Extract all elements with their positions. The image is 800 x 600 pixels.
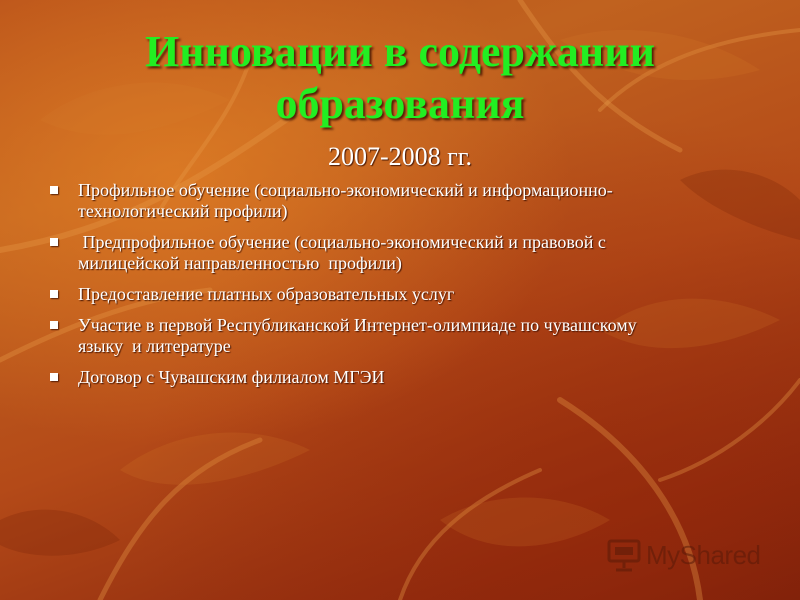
square-bullet-icon (50, 373, 58, 381)
square-bullet-icon (50, 321, 58, 329)
square-bullet-icon (50, 186, 58, 194)
myshared-watermark (606, 536, 776, 576)
bullet-item-contract (48, 367, 738, 388)
bullet-item-preprofile-education (48, 232, 738, 274)
presentation-board-icon (606, 538, 642, 572)
watermark-text: MyShared (646, 540, 761, 570)
square-bullet-icon (50, 290, 58, 298)
bullet-item-olympiad (48, 315, 738, 357)
bullet-text-line2: языку и литературе (78, 336, 231, 356)
bullet-text-line1: Договор с Чувашским филиалом МГЭИ (78, 367, 385, 387)
bullet-text-line1: Профильное обучение (социально-экономический и информационно- (78, 180, 613, 200)
slide-title (60, 26, 740, 130)
bullet-text-line2: технологический профили) (78, 201, 288, 221)
bullet-item-profile-education (48, 180, 738, 222)
bullet-text-line1: Предпрофильное обучение (социально-экономический и правовой с (78, 232, 606, 252)
bullet-text-line1: Предоставление платных образовательных услуг (78, 284, 455, 304)
square-bullet-icon (50, 238, 58, 246)
slide-title-line1: Инновации в содержании (145, 27, 655, 76)
bullet-item-paid-services (48, 284, 738, 305)
bullet-text-line1: Участие в первой Республиканской Интернет-олимпиаде по чувашскому (78, 315, 637, 335)
bullet-list (48, 180, 738, 398)
bullet-text-line2: милицейской направленностью профили) (78, 253, 402, 273)
slide-title-line2: образования (275, 79, 525, 128)
slide-subtitle-year: 2007-2008 гг. (327, 142, 473, 171)
